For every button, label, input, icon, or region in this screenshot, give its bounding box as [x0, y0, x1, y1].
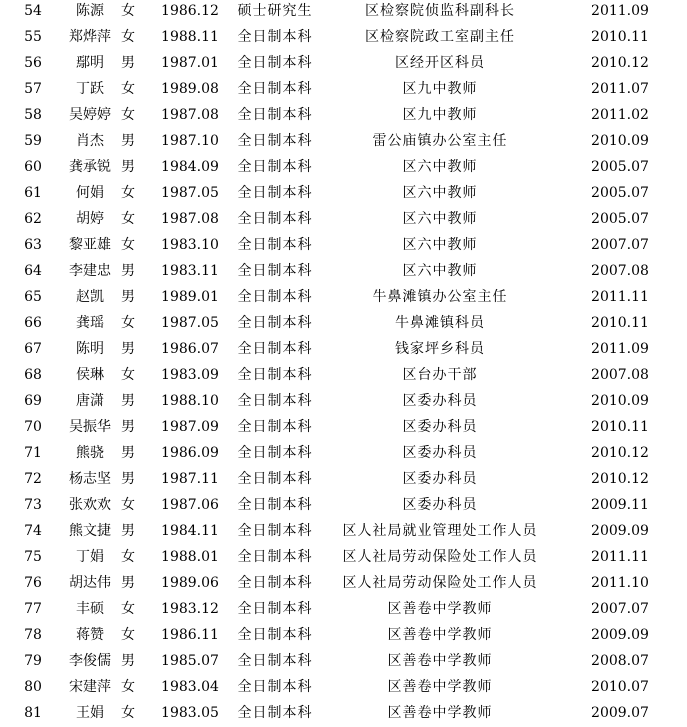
birth-date: 1988.11 [161, 29, 219, 45]
start-date: 2011.07 [591, 81, 649, 97]
row-number: 59 [24, 133, 42, 149]
job-position: 区委办科员 [402, 445, 478, 461]
start-date: 2011.11 [591, 549, 649, 565]
person-sex: 女 [121, 601, 135, 617]
row-number: 81 [24, 705, 42, 721]
birth-date: 1989.06 [161, 575, 219, 591]
row-number: 56 [24, 55, 42, 71]
person-name: 丰硕 [76, 601, 104, 617]
job-position: 区委办科员 [402, 393, 478, 409]
start-date: 2010.09 [591, 393, 649, 409]
person-sex: 女 [121, 3, 135, 19]
table-row [0, 154, 687, 180]
row-number: 55 [24, 29, 42, 45]
person-name: 丁娟 [76, 549, 104, 565]
birth-date: 1987.11 [161, 471, 219, 487]
person-sex: 男 [121, 263, 135, 279]
person-sex: 男 [121, 341, 135, 357]
birth-date: 1987.08 [161, 211, 219, 227]
job-position: 区善卷中学教师 [387, 627, 493, 643]
education: 硕士研究生 [237, 3, 313, 19]
start-date: 2007.07 [591, 601, 649, 617]
person-name: 胡达伟 [69, 575, 111, 591]
education: 全日制本科 [237, 159, 313, 175]
table-row [0, 388, 687, 414]
person-name: 蒋赞 [76, 627, 104, 643]
row-number: 69 [24, 393, 42, 409]
person-sex: 女 [121, 627, 135, 643]
birth-date: 1983.04 [161, 679, 219, 695]
start-date: 2011.11 [591, 289, 649, 305]
education: 全日制本科 [237, 29, 313, 45]
job-position: 区九中教师 [402, 107, 478, 123]
birth-date: 1987.01 [161, 55, 219, 71]
person-name: 肖杰 [76, 133, 104, 149]
start-date: 2007.08 [591, 263, 649, 279]
birth-date: 1984.09 [161, 159, 219, 175]
person-name: 熊文捷 [69, 523, 111, 539]
education: 全日制本科 [237, 133, 313, 149]
row-number: 75 [24, 549, 42, 565]
job-position: 区善卷中学教师 [387, 601, 493, 617]
job-position: 区台办干部 [402, 367, 478, 383]
job-position: 区检察院政工室副主任 [365, 29, 515, 45]
start-date: 2011.09 [591, 3, 649, 19]
person-sex: 女 [121, 211, 135, 227]
birth-date: 1987.08 [161, 107, 219, 123]
person-sex: 女 [121, 29, 135, 45]
birth-date: 1985.07 [161, 653, 219, 669]
education: 全日制本科 [237, 341, 313, 357]
education: 全日制本科 [237, 549, 313, 565]
start-date: 2009.11 [591, 497, 649, 513]
job-position: 区委办科员 [402, 497, 478, 513]
person-name: 胡婷 [76, 211, 104, 227]
job-position: 区六中教师 [402, 263, 478, 279]
education: 全日制本科 [237, 81, 313, 97]
row-number: 79 [24, 653, 42, 669]
start-date: 2010.09 [591, 133, 649, 149]
start-date: 2008.07 [591, 653, 649, 669]
birth-date: 1986.07 [161, 341, 219, 357]
table-row [0, 414, 687, 440]
job-position: 区善卷中学教师 [387, 679, 493, 695]
table-row [0, 336, 687, 362]
person-sex: 男 [121, 523, 135, 539]
job-position: 区委办科员 [402, 471, 478, 487]
table-row [0, 622, 687, 648]
birth-date: 1988.01 [161, 549, 219, 565]
row-number: 63 [24, 237, 42, 253]
person-sex: 男 [121, 575, 135, 591]
education: 全日制本科 [237, 289, 313, 305]
row-number: 54 [24, 3, 42, 19]
person-name: 鄢明 [76, 55, 104, 71]
start-date: 2010.11 [591, 315, 649, 331]
table-row [0, 180, 687, 206]
row-number: 76 [24, 575, 42, 591]
person-name: 唐潇 [76, 393, 104, 409]
row-number: 80 [24, 679, 42, 695]
education: 全日制本科 [237, 107, 313, 123]
person-name: 龚承锐 [69, 159, 111, 175]
person-sex: 女 [121, 367, 135, 383]
birth-date: 1989.01 [161, 289, 219, 305]
start-date: 2009.09 [591, 523, 649, 539]
start-date: 2005.07 [591, 211, 649, 227]
birth-date: 1987.09 [161, 419, 219, 435]
person-name: 陈明 [76, 341, 104, 357]
job-position: 区善卷中学教师 [387, 705, 493, 721]
birth-date: 1983.10 [161, 237, 219, 253]
row-number: 64 [24, 263, 42, 279]
person-sex: 男 [121, 133, 135, 149]
row-number: 77 [24, 601, 42, 617]
row-number: 61 [24, 185, 42, 201]
table-row [0, 50, 687, 76]
row-number: 72 [24, 471, 42, 487]
row-number: 71 [24, 445, 42, 461]
person-name: 赵凯 [76, 289, 104, 305]
birth-date: 1983.11 [161, 263, 219, 279]
person-name: 丁跃 [76, 81, 104, 97]
start-date: 2010.11 [591, 29, 649, 45]
person-sex: 男 [121, 289, 135, 305]
job-position: 牛鼻滩镇办公室主任 [372, 289, 508, 305]
job-position: 区六中教师 [402, 237, 478, 253]
start-date: 2010.12 [591, 471, 649, 487]
education: 全日制本科 [237, 393, 313, 409]
table-row [0, 310, 687, 336]
person-name: 李建忠 [69, 263, 111, 279]
start-date: 2005.07 [591, 185, 649, 201]
row-number: 62 [24, 211, 42, 227]
person-sex: 女 [121, 237, 135, 253]
row-number: 57 [24, 81, 42, 97]
table-row [0, 232, 687, 258]
person-sex: 女 [121, 679, 135, 695]
education: 全日制本科 [237, 653, 313, 669]
person-sex: 女 [121, 705, 135, 721]
start-date: 2007.07 [591, 237, 649, 253]
row-number: 66 [24, 315, 42, 331]
education: 全日制本科 [237, 419, 313, 435]
table-row [0, 700, 687, 726]
table-row [0, 24, 687, 50]
education: 全日制本科 [237, 237, 313, 253]
person-sex: 男 [121, 471, 135, 487]
person-sex: 男 [121, 55, 135, 71]
birth-date: 1987.05 [161, 315, 219, 331]
person-name: 王娟 [76, 705, 104, 721]
row-number: 68 [24, 367, 42, 383]
education: 全日制本科 [237, 211, 313, 227]
birth-date: 1988.10 [161, 393, 219, 409]
person-sex: 女 [121, 107, 135, 123]
person-name: 吴婷婷 [69, 107, 111, 123]
job-position: 牛鼻滩镇科员 [395, 315, 485, 331]
education: 全日制本科 [237, 471, 313, 487]
education: 全日制本科 [237, 575, 313, 591]
table-row [0, 258, 687, 284]
start-date: 2005.07 [591, 159, 649, 175]
birth-date: 1986.11 [161, 627, 219, 643]
row-number: 58 [24, 107, 42, 123]
job-position: 区委办科员 [402, 419, 478, 435]
job-position: 区六中教师 [402, 211, 478, 227]
job-position: 区六中教师 [402, 159, 478, 175]
table-row [0, 128, 687, 154]
job-position: 区人社局就业管理处工作人员 [342, 523, 538, 539]
job-position: 区人社局劳动保险处工作人员 [342, 575, 538, 591]
person-name: 宋建萍 [69, 679, 111, 695]
birth-date: 1986.12 [161, 3, 219, 19]
table-row [0, 544, 687, 570]
job-position: 区经开区科员 [395, 55, 485, 71]
person-name: 熊骁 [76, 445, 104, 461]
person-sex: 女 [121, 549, 135, 565]
job-position: 区检察院侦监科副科长 [365, 3, 515, 19]
person-name: 何娟 [76, 185, 104, 201]
person-sex: 女 [121, 185, 135, 201]
education: 全日制本科 [237, 705, 313, 721]
job-position: 区九中教师 [402, 81, 478, 97]
education: 全日制本科 [237, 627, 313, 643]
person-name: 郑烨萍 [69, 29, 111, 45]
row-number: 60 [24, 159, 42, 175]
person-name: 龚瑶 [76, 315, 104, 331]
education: 全日制本科 [237, 679, 313, 695]
birth-date: 1984.11 [161, 523, 219, 539]
start-date: 2010.11 [591, 419, 649, 435]
job-position: 钱家坪乡科员 [395, 341, 485, 357]
table-row [0, 648, 687, 674]
table-row [0, 518, 687, 544]
job-position: 雷公庙镇办公室主任 [372, 133, 508, 149]
birth-date: 1983.12 [161, 601, 219, 617]
start-date: 2010.12 [591, 55, 649, 71]
person-sex: 男 [121, 445, 135, 461]
education: 全日制本科 [237, 523, 313, 539]
person-name: 陈源 [76, 3, 104, 19]
start-date: 2010.07 [591, 679, 649, 695]
person-sex: 女 [121, 315, 135, 331]
person-sex: 男 [121, 653, 135, 669]
birth-date: 1983.09 [161, 367, 219, 383]
table-row [0, 492, 687, 518]
education: 全日制本科 [237, 185, 313, 201]
person-name: 杨志坚 [69, 471, 111, 487]
start-date: 2011.02 [591, 107, 649, 123]
table-row [0, 102, 687, 128]
table-row [0, 0, 687, 24]
education: 全日制本科 [237, 445, 313, 461]
table-row [0, 76, 687, 102]
row-number: 78 [24, 627, 42, 643]
birth-date: 1987.06 [161, 497, 219, 513]
table-row [0, 284, 687, 310]
start-date: 2009.07 [591, 705, 649, 721]
person-sex: 男 [121, 419, 135, 435]
table-row [0, 206, 687, 232]
table-row [0, 440, 687, 466]
birth-date: 1986.09 [161, 445, 219, 461]
row-number: 70 [24, 419, 42, 435]
education: 全日制本科 [237, 601, 313, 617]
row-number: 73 [24, 497, 42, 513]
start-date: 2010.12 [591, 445, 649, 461]
start-date: 2009.09 [591, 627, 649, 643]
start-date: 2007.08 [591, 367, 649, 383]
job-position: 区人社局劳动保险处工作人员 [342, 549, 538, 565]
row-number: 67 [24, 341, 42, 357]
person-sex: 女 [121, 497, 135, 513]
person-name: 李俊儒 [69, 653, 111, 669]
education: 全日制本科 [237, 497, 313, 513]
table-row [0, 570, 687, 596]
education: 全日制本科 [237, 367, 313, 383]
education: 全日制本科 [237, 55, 313, 71]
job-position: 区六中教师 [402, 185, 478, 201]
person-sex: 女 [121, 81, 135, 97]
birth-date: 1987.10 [161, 133, 219, 149]
education: 全日制本科 [237, 263, 313, 279]
birth-date: 1987.05 [161, 185, 219, 201]
start-date: 2011.09 [591, 341, 649, 357]
person-name: 吴振华 [69, 419, 111, 435]
table-row [0, 674, 687, 700]
job-position: 区善卷中学教师 [387, 653, 493, 669]
start-date: 2011.10 [591, 575, 649, 591]
table-row [0, 466, 687, 492]
row-number: 74 [24, 523, 42, 539]
birth-date: 1983.05 [161, 705, 219, 721]
birth-date: 1989.08 [161, 81, 219, 97]
person-sex: 男 [121, 393, 135, 409]
person-name: 张欢欢 [69, 497, 111, 513]
person-name: 侯琳 [76, 367, 104, 383]
row-number: 65 [24, 289, 42, 305]
person-name: 黎亚雄 [69, 237, 111, 253]
education: 全日制本科 [237, 315, 313, 331]
person-sex: 男 [121, 159, 135, 175]
table-row [0, 596, 687, 622]
table-row [0, 362, 687, 388]
